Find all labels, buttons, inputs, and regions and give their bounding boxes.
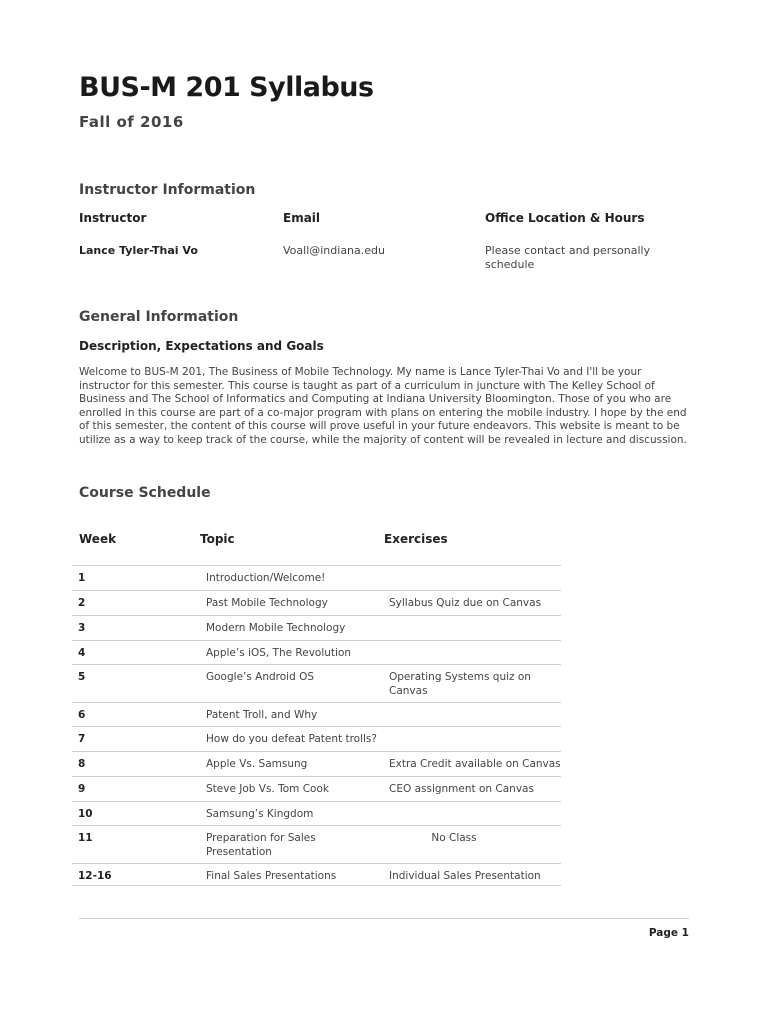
week-cell: 2 xyxy=(78,597,86,609)
instructor-email: Voall@indiana.edu xyxy=(283,244,385,257)
exercise-cell xyxy=(389,732,561,751)
exercise-cell xyxy=(389,708,561,726)
office-hours-text: Please contact and personally schedule xyxy=(485,244,651,271)
topic-cell: Preparation for Sales Presentation xyxy=(206,832,316,858)
week-cell: 5 xyxy=(78,671,86,683)
topic-cell: How do you defeat Patent trolls? xyxy=(206,733,377,745)
topic-cell: Final Sales Presentations xyxy=(206,870,337,882)
week-cell: 11 xyxy=(78,832,93,844)
exercise-cell: Operating Systems quiz on Canvas xyxy=(389,671,531,697)
document-subtitle: Fall of 2016 xyxy=(79,113,184,131)
document-title: BUS-M 201 Syllabus xyxy=(79,72,374,103)
table-row xyxy=(72,726,561,751)
week-cell: 12-16 xyxy=(78,870,112,882)
instructor-name: Lance Tyler-Thai Vo xyxy=(79,244,198,257)
exercise-cell: No Class xyxy=(431,832,477,844)
exercise-cell: Syllabus Quiz due on Canvas xyxy=(389,597,542,609)
table-row xyxy=(72,565,561,590)
instructor-column-header: Instructor xyxy=(79,211,147,225)
week-cell: 9 xyxy=(78,783,86,795)
table-row xyxy=(72,702,561,726)
topic-cell: Samsung’s Kingdom xyxy=(206,808,314,820)
office-column-header: Office Location & Hours xyxy=(485,211,645,225)
topic-cell: Introduction/Welcome! xyxy=(206,572,326,584)
exercise-cell: CEO assignment on Canvas xyxy=(389,783,534,795)
schedule-table xyxy=(72,565,561,886)
exercise-cell xyxy=(389,807,561,825)
topic-cell: Steve Job Vs. Tom Cook xyxy=(206,783,329,795)
topic-column-header: Topic xyxy=(200,532,235,546)
week-cell: 7 xyxy=(78,733,86,745)
table-row xyxy=(72,863,561,886)
table-row xyxy=(72,825,561,863)
description-paragraph: Welcome to BUS-M 201, The Business of Mobile Technology. My name is Lance Tyler-Thai Vo and I'll be your instructor for this semester. This course is taught as part of a curriculum in juncture with The Kelley School of Business and The School of Informatics and Computing at Indiana University Bloomington. Those of you who are enrolled in this course are part of a co-major program with plans on entering the mobile industry. I hope by the end of this semester, the content of this course will prove useful in your future endeavors. This website is meant to be utilize as a way to keep track of the course, while the majority of content will be revealed in lecture and discussion. xyxy=(79,366,687,446)
exercises-column-header: Exercises xyxy=(384,532,448,546)
email-column-header: Email xyxy=(283,211,321,225)
table-row xyxy=(72,801,561,825)
exercise-cell: Extra Credit available on Canvas xyxy=(389,758,561,770)
topic-cell: Apple’s iOS, The Revolution xyxy=(206,647,352,659)
instructor-section-heading: Instructor Information xyxy=(79,182,256,198)
week-cell: 8 xyxy=(78,758,86,770)
table-row xyxy=(72,664,561,702)
week-cell: 10 xyxy=(78,808,93,820)
topic-cell: Apple Vs. Samsung xyxy=(206,758,308,770)
topic-cell: Google’s Android OS xyxy=(206,671,315,683)
week-cell: 4 xyxy=(78,647,86,659)
general-section-heading: General Information xyxy=(79,309,239,325)
table-row xyxy=(72,776,561,801)
topic-cell: Modern Mobile Technology xyxy=(206,622,346,634)
table-row xyxy=(72,615,561,640)
page-number: Page 1 xyxy=(648,927,689,939)
description-subheading: Description, Expectations and Goals xyxy=(79,339,324,353)
week-cell: 1 xyxy=(78,572,86,584)
exercise-cell: Individual Sales Presentation xyxy=(389,870,541,882)
topic-cell: Patent Troll, and Why xyxy=(206,709,318,721)
exercise-cell xyxy=(389,571,561,590)
week-column-header: Week xyxy=(79,532,117,546)
week-cell: 6 xyxy=(78,709,86,721)
table-row xyxy=(72,751,561,776)
exercise-cell xyxy=(389,646,561,664)
table-row xyxy=(72,590,561,615)
exercise-cell xyxy=(389,621,561,640)
schedule-section-heading: Course Schedule xyxy=(79,485,211,501)
footer-divider xyxy=(79,918,689,919)
topic-cell: Past Mobile Technology xyxy=(206,597,328,609)
week-cell: 3 xyxy=(78,622,86,634)
table-row xyxy=(72,640,561,664)
